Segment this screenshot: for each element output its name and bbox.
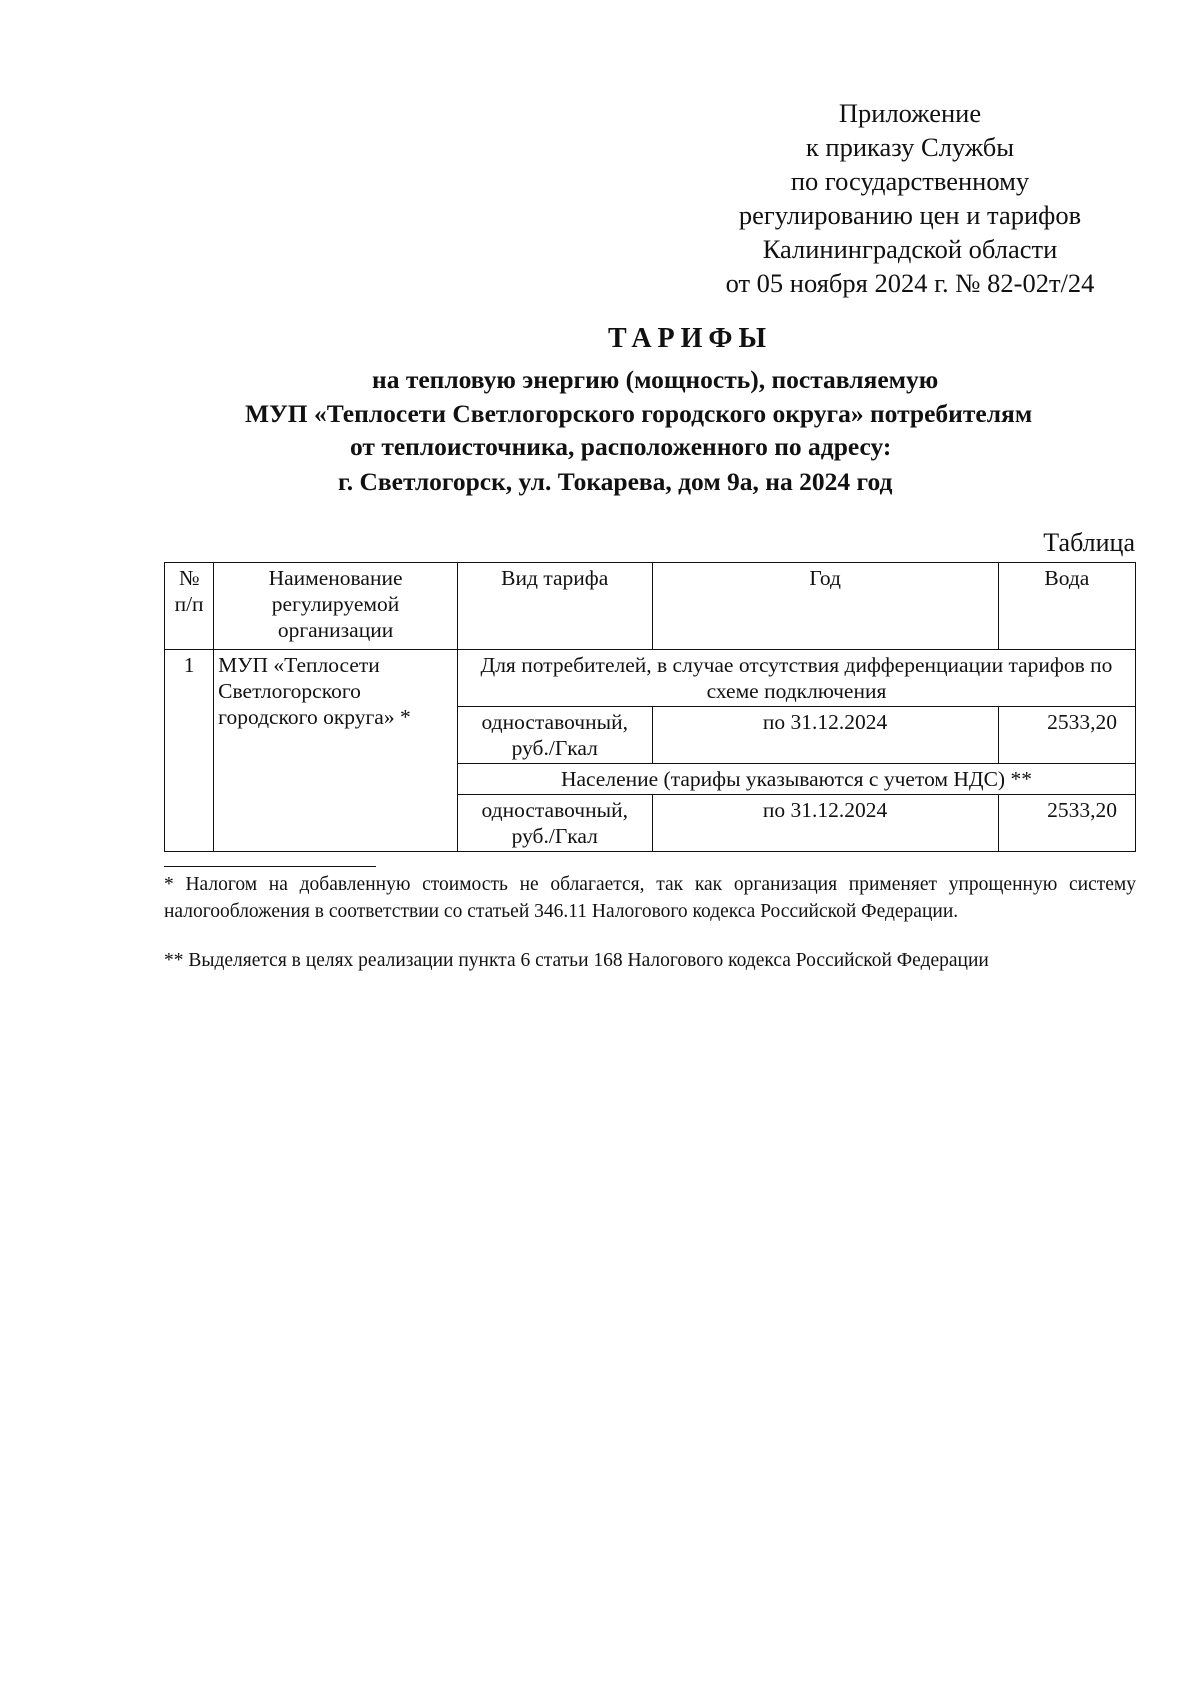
cell-tariff-type: одноставочный, руб./Гкал (457, 707, 652, 764)
header-year: Год (652, 563, 998, 650)
cell-organization: МУП «Теплосети Светлогорского городского округа» * (214, 650, 458, 852)
header-tariff-type: Вид тарифа (457, 563, 652, 650)
header-water: Вода (998, 563, 1135, 650)
appendix-order-date: от 05 ноября 2024 г. № 82-02т/24 (725, 268, 1095, 298)
cell-water-value: 2533,20 (998, 795, 1135, 852)
footnote-divider (164, 866, 376, 867)
appendix-line: по государственному (790, 166, 1030, 196)
appendix-line: Калининградской области (762, 234, 1058, 264)
document-subtitle-line: МУП «Теплосети Светлогорского городского округа» потребителям (245, 399, 1033, 428)
document-title: ТАРИФЫ (608, 323, 772, 354)
cell-consumer-group: Население (тарифы указываются с учетом НДС) ** (457, 764, 1135, 795)
document-subtitle-line: г. Светлогорск, ул. Токарева, дом 9а, на 2024 год (338, 467, 893, 496)
document-subtitle-line: на тепловую энергию (мощность), поставляемую (372, 365, 939, 394)
appendix-line: к приказу Службы (805, 132, 1015, 162)
header-num: № п/п (165, 563, 214, 650)
header-organization: Наименование регулируемой организации (214, 563, 458, 650)
cell-tariff-type: одноставочный, руб./Гкал (457, 795, 652, 852)
appendix-block (690, 96, 1130, 300)
cell-consumer-group: Для потребителей, в случае отсутствия дифференциации тарифов по схеме подключения (457, 650, 1135, 707)
appendix-line: регулированию цен и тарифов (738, 200, 1082, 230)
cell-water-value: 2533,20 (998, 707, 1135, 764)
cell-year: по 31.12.2024 (652, 707, 998, 764)
cell-year: по 31.12.2024 (652, 795, 998, 852)
footnote-1: * Налогом на добавленную стоимость не облагается, так как организация применяет упрощенную систему налогообложения в соответствии со статьей 346.11 Налогового кодекса Российской Федерации. (164, 874, 1136, 922)
appendix-line: Приложение (838, 98, 982, 128)
table-header-row (165, 563, 1136, 650)
cell-num: 1 (165, 650, 214, 852)
tariff-table (164, 562, 1136, 852)
table-row (165, 650, 1136, 707)
table-caption: Таблица (1043, 528, 1135, 557)
footnote-2: ** Выделяется в целях реализации пункта 6 статьи 168 Налогового кодекса Российской Федерации (164, 950, 989, 971)
document-subtitle-line: от теплоисточника, расположенного по адресу: (350, 432, 892, 461)
